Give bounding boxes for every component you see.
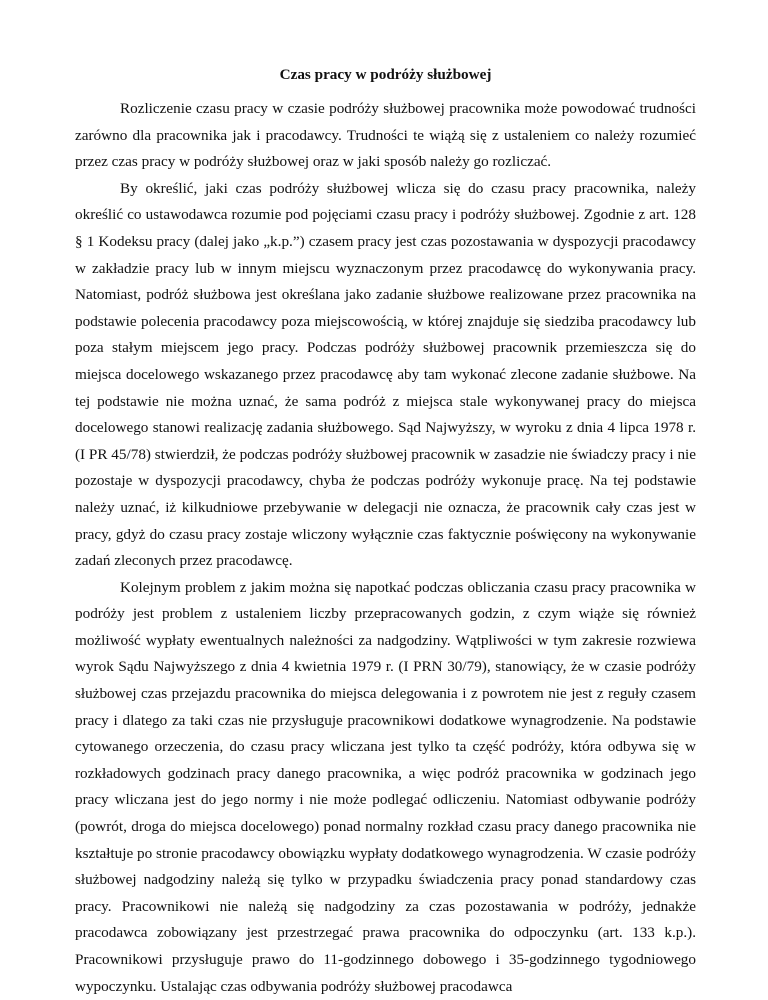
- paragraph-1: Rozliczenie czasu pracy w czasie podróży służbowej pracownika może powodować trudności zarówno dla pracownika jak i pracodawcy. Trudności te wiążą się z ustaleniem co należy rozumieć przez czas pracy w podróży służbowej oraz w jaki sposób należy go rozliczać.: [75, 100, 696, 171]
- document-title: Czas pracy w podróży służbowej: [279, 66, 492, 83]
- paragraph-2: By określić, jaki czas podróży służbowej wlicza się do czasu pracy pracownika, należy określić co ustawodawca rozumie pod pojęciami czasu pracy i podróży służbowej. Zgodnie z art. 128 § 1 Kodeksu pracy (dalej jako „k.p.”) czasem pracy jest czas pozostawania w dyspozycji pracodawcy w zakładzie pracy lub w innym miejscu wyznaczonym przez pracodawcę do wykonywania pracy. Natomiast, podróż służbowa jest określana jako zadanie służbowe realizowane przez pracownika na podstawie polecenia pracodawcy poza miejscowością, w której znajduje się siedziba pracodawcy lub poza stałym miejscem jego pracy. Podczas podróży służbowej pracownik przemieszcza się do miejsca docelowego wskazanego przez pracodawcę aby tam wykonać zlecone zadanie służbowe. Na tej podstawie nie można uznać, że sama podróż z miejsca stale wykonywanej pracy do miejsca docelowego stanowi realizację zadania służbowego. Sąd Najwyższy, w wyroku z dnia 4 lipca 1978 r. (I PR 45/78) stwierdził, że podczas podróży służbowej pracownik w zasadzie nie świadczy pracy i nie pozostaje w dyspozycji pracodawcy, chyba że podczas podróży wykonuje pracę. Na tej podstawie należy uznać, iż kilkudniowe przebywanie w delegacji nie oznacza, że pracownik cały czas jest w pracy, gdyż do czasu pracy zostaje wliczony wyłącznie czas faktycznie poświęcony na wykonywanie zadań zleconych przez pracodawcę.: [75, 179, 696, 570]
- paragraph-3: Kolejnym problem z jakim można się napotkać podczas obliczania czasu pracy pracownika w podróży jest problem z ustaleniem liczby przepracowanych godzin, z czym wiąże się również możliwość wypłaty ewentualnych należności za nadgodziny. Wątpliwości w tym zakresie rozwiewa wyrok Sądu Najwyższego z dnia 4 kwietnia 1979 r. (I PRN 30/79), stanowiący, że w czasie podróży służbowej czas przejazdu pracownika do miejsca delegowania i z powrotem nie jest z reguły czasem pracy i dlatego za taki czas nie przysługuje pracownikowi dodatkowe wynagrodzenie. Na podstawie cytowanego orzeczenia, do czasu pracy wliczana jest tylko ta część podróży, która odbywa się w rozkładowych godzinach pracy danego pracownika, a więc podróż pracownika w godzinach jego pracy wliczana jest do jego normy i nie może podlegać odliczeniu. Natomiast odbywanie podróży (powrót, droga do miejsca docelowego) ponad normalny rozkład czasu pracy danego pracownika nie kształtuje po stronie pracodawcy obowiązku wypłaty dodatkowego wynagrodzenia. W czasie podróży służbowej nadgodziny należą się tylko w przypadku świadczenia pracy ponad standardowy czas pracy. Pracownikowi nie należą się nadgodziny za czas pozostawania w podróży, jednakże pracodawca zobowiązany jest przestrzegać prawa pracownika do odpoczynku (art. 133 k.p.). Pracownikowi przysługuje prawo do 11-godzinnego dobowego i 35-godzinnego tygodniowego wypoczynku. Ustalając czas odbywania podróży służbowej pracodawca: [75, 578, 696, 995]
